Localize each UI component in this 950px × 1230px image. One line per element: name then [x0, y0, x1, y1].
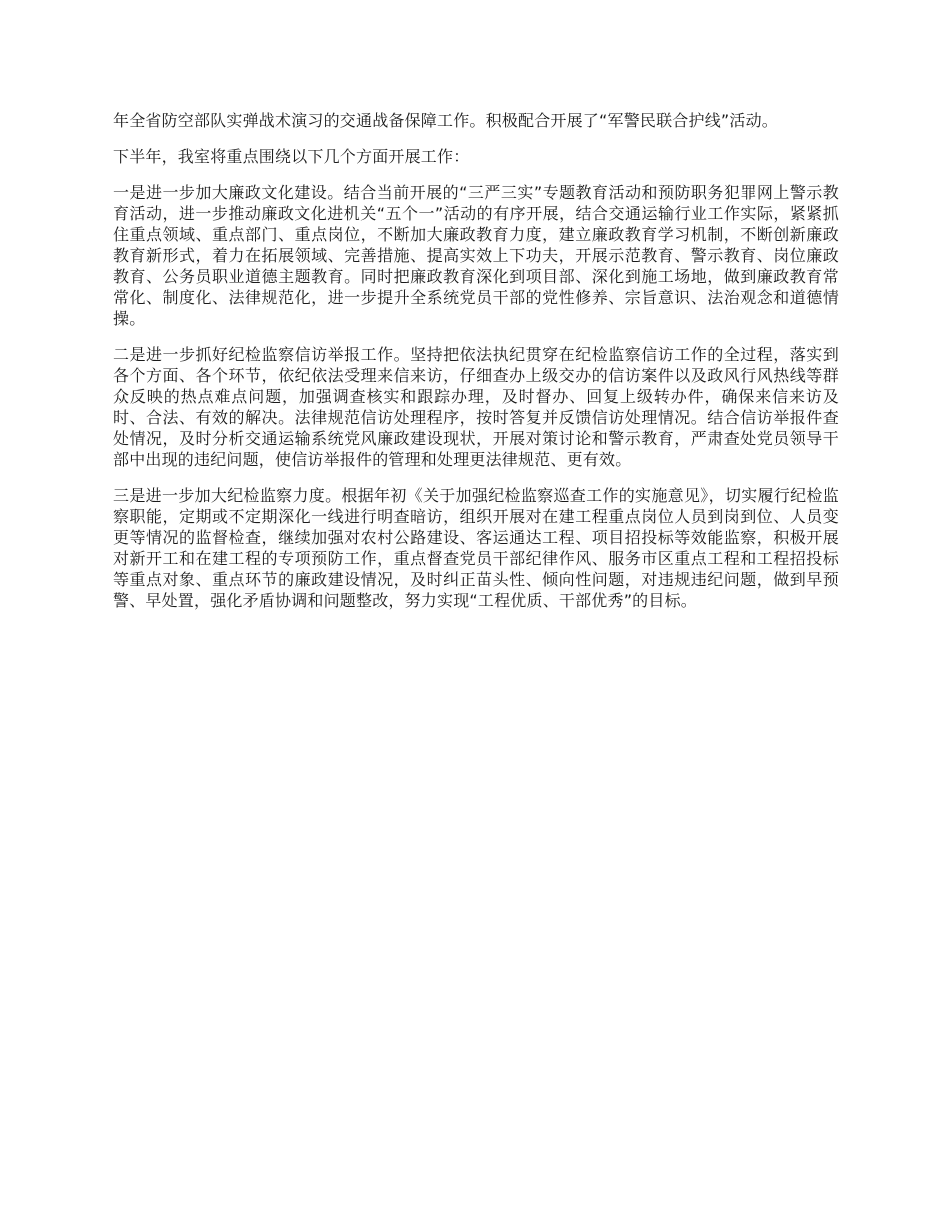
paragraph-intro-continuation: 年全省防空部队实弹战术演习的交通战备保障工作。积极配合开展了“军警民联合护线”活动。 — [113, 111, 778, 130]
paragraph-item-one: 一是进一步加大廉政文化建设。结合当前开展的“三严三实”专题教育活动和预防职务犯罪网上警示教育活动，进一步推动廉政文化进机关“五个一”活动的有序开展，结合交通运输行业工作实际，紧紧抓住重点领域、重点部门、重点岗位，不断加大廉政教育力度，建立廉政教育学习机制，不断创新廉政教育新形式，着力在拓展领域、完善措施、提高实效上下功夫，开展示范教育、警示教育、岗位廉政教育、公务员职业道德主题教育。同时把廉政教育深化到项目部、深化到施工场地，做到廉政教育常常化、制度化、法律规范化，进一步提升全系统党员干部的党性修养、宗旨意识、法治观念和道德情操。 — [113, 183, 839, 328]
paragraph-item-three: 三是进一步加大纪检监察力度。根据年初《关于加强纪检监察巡查工作的实施意见》，切实履行纪检监察职能，定期或不定期深化一线进行明查暗访，组织开展对在建工程重点岗位人员到岗到位、人员变更等情况的监督检查，继续加强对农村公路建设、客运通达工程、项目招投标等效能监察，积极开展对新开工和在建工程的专项预防工作，重点督查党员干部纪律作风、服务市区重点工程和工程招投标等重点对象、重点环节的廉政建设情况，及时纠正苗头性、倾向性问题，对违规违纪问题，做到早预警、早处置，强化矛盾协调和问题整改，努力实现“工程优质、干部优秀”的目标。 — [113, 486, 839, 610]
paragraph-second-half-plan: 下半年，我室将重点围绕以下几个方面开展工作： — [113, 147, 470, 166]
paragraph-item-two: 二是进一步抓好纪检监察信访举报工作。坚持把依法执纪贯穿在纪检监察信访工作的全过程，落实到各个方面、各个环节，依纪依法受理来信来访，仔细查办上级交办的信访案件以及政风行风热线等群众反映的热点难点问题，加强调查核实和跟踪办理，及时督办、回复上级转办件，确保来信来访及时、合法、有效的解决。法律规范信访处理程序，按时答复并反馈信访处理情况。结合信访举报件查处情况，及时分析交通运输系统党风廉政建设现状，开展对策讨论和警示教育，严肃查处党员领导干部中出现的违纪问题，使信访举报件的管理和处理更法律规范、更有效。 — [113, 345, 839, 469]
document-page — [113, 110, 839, 626]
